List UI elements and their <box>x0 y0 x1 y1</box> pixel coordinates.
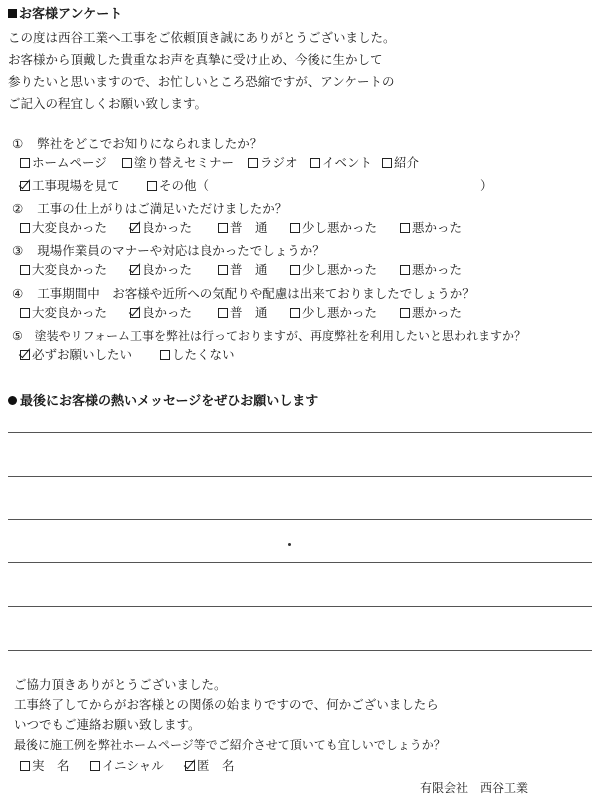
intro-line-3: 参りたいと思いますので、お忙しいところ恐縮ですが、アンケートの <box>8 74 395 89</box>
option-other[interactable] <box>147 180 209 193</box>
checkbox[interactable] <box>218 223 228 233</box>
option-label: 悪かった <box>412 220 463 235</box>
option-label: 少し悪かった <box>302 262 378 277</box>
option-label: 大変良かった <box>32 305 108 320</box>
question-2-text: 工事の仕上がりはご満足いただけましたか？ <box>37 201 288 216</box>
option-good[interactable] <box>130 307 192 320</box>
option-slightly-bad[interactable] <box>290 307 377 320</box>
checkbox[interactable] <box>20 223 30 233</box>
writing-line <box>8 432 592 433</box>
option-label: 悪かった <box>412 305 463 320</box>
checkbox-checked[interactable] <box>185 761 195 771</box>
option-homepage[interactable] <box>20 157 107 170</box>
option-label: 匿 名 <box>197 758 235 773</box>
intro-line-1: この度は西谷工業へ工事をご依頼頂き誠にありがとうございました。 <box>8 30 396 45</box>
question-1-options-row-1 <box>0 157 602 177</box>
option-good[interactable] <box>130 222 192 235</box>
option-definitely[interactable] <box>20 349 132 362</box>
question-4-number: ④ <box>12 286 24 301</box>
checkbox[interactable] <box>90 761 100 771</box>
option-label: その他（ <box>159 178 210 193</box>
question-1-text: 弊社をどこでお知りになられましたか？ <box>37 136 263 151</box>
survey-title <box>8 8 122 21</box>
option-label: イニシャル <box>102 758 164 773</box>
option-label: ラジオ <box>260 155 298 170</box>
option-referral[interactable] <box>382 157 419 170</box>
intro-line-4: ご記入の程宜しくお願い致します。 <box>8 96 208 111</box>
checkbox[interactable] <box>400 223 410 233</box>
checkbox[interactable] <box>20 761 30 771</box>
option-radio[interactable] <box>248 157 298 170</box>
checkbox[interactable] <box>160 350 170 360</box>
option-label: 少し悪かった <box>302 220 378 235</box>
checkbox[interactable] <box>20 158 30 168</box>
option-label: 工事現場を見て <box>32 178 120 193</box>
option-label: 良かった <box>142 220 193 235</box>
closing-line-1: ご協力頂きありがとうございました。 <box>14 677 227 692</box>
question-3-options <box>0 264 602 284</box>
checkbox-checked[interactable] <box>130 223 140 233</box>
question-2 <box>12 203 287 216</box>
writing-line <box>8 606 592 607</box>
option-slightly-bad[interactable] <box>290 222 377 235</box>
question-3-text: 現場作業員のマナーや対応は良かったでしょうか？ <box>37 243 325 258</box>
checkbox-checked[interactable] <box>20 350 30 360</box>
checkbox[interactable] <box>20 265 30 275</box>
option-bad[interactable] <box>400 264 462 277</box>
writing-line <box>8 519 592 520</box>
checkbox[interactable] <box>122 158 132 168</box>
option-other-close: ） <box>480 178 493 193</box>
question-5 <box>12 330 526 342</box>
option-label: 良かった <box>142 305 193 320</box>
option-anonymous[interactable] <box>185 760 235 773</box>
message-heading <box>8 395 318 408</box>
writing-line <box>8 476 592 477</box>
question-2-options <box>0 222 602 242</box>
option-label: 紹介 <box>394 155 420 170</box>
checkbox-checked[interactable] <box>20 181 30 191</box>
ink-dot <box>288 543 291 546</box>
option-label: ホームページ <box>32 155 107 170</box>
company-name: 有限会社 西谷工業 <box>420 781 529 795</box>
survey-title-text: お客様アンケート <box>19 7 123 22</box>
question-3-number: ③ <box>12 243 24 258</box>
option-label: 実 名 <box>32 758 70 773</box>
option-label: したくない <box>172 347 235 362</box>
option-bad[interactable] <box>400 307 462 320</box>
option-slightly-bad[interactable] <box>290 264 377 277</box>
option-seminar[interactable] <box>122 157 234 170</box>
question-4-options <box>0 307 602 327</box>
checkbox[interactable] <box>400 265 410 275</box>
question-1 <box>12 138 262 151</box>
option-initials[interactable] <box>90 760 164 773</box>
option-label: 塗り替えセミナー <box>134 155 235 170</box>
option-label: 普 通 <box>230 262 268 277</box>
option-average[interactable] <box>218 222 268 235</box>
checkbox[interactable] <box>248 158 258 168</box>
option-event[interactable] <box>310 157 372 170</box>
closing-line-4: 最後に施工例を弊社ホームページ等でご紹介させて頂いても宜しいでしょうか？ <box>14 738 446 752</box>
checkbox[interactable] <box>20 308 30 318</box>
checkbox-checked[interactable] <box>130 308 140 318</box>
option-average[interactable] <box>218 307 268 320</box>
option-bad[interactable] <box>400 222 462 235</box>
question-3 <box>12 245 325 258</box>
question-4-text: 工事期間中 お客様や近所への気配りや配慮は出来ておりましたでしょうか？ <box>37 286 475 301</box>
option-label: イベント <box>322 155 373 170</box>
option-no[interactable] <box>160 349 235 362</box>
closing-line-3: いつでもご連絡お願い致します。 <box>14 717 201 732</box>
checkbox[interactable] <box>218 265 228 275</box>
option-label: 普 通 <box>230 305 268 320</box>
option-real-name[interactable] <box>20 760 70 773</box>
circle-bullet-icon <box>8 396 17 405</box>
option-label: 大変良かった <box>32 262 108 277</box>
option-very-good[interactable] <box>20 307 107 320</box>
writing-line <box>8 562 592 563</box>
checkbox[interactable] <box>290 308 300 318</box>
intro-line-2: お客様から頂戴した貴重なお声を真摯に受け止め、今後に生かして <box>8 52 383 67</box>
question-2-number: ② <box>12 201 24 216</box>
writing-line <box>8 650 592 651</box>
option-label: 良かった <box>142 262 193 277</box>
option-label: 大変良かった <box>32 220 108 235</box>
option-label: 少し悪かった <box>302 305 378 320</box>
checkbox[interactable] <box>310 158 320 168</box>
checkbox[interactable] <box>218 308 228 318</box>
question-5-text: 塗装やリフォーム工事を弊社は行っておりますが、再度弊社を利用したいと思われますか？ <box>34 329 526 343</box>
checkbox[interactable] <box>290 223 300 233</box>
option-label: 悪かった <box>412 262 463 277</box>
option-good[interactable] <box>130 264 192 277</box>
option-very-good[interactable] <box>20 222 107 235</box>
question-5-options <box>0 349 602 369</box>
question-1-number: ① <box>12 136 24 151</box>
option-average[interactable] <box>218 264 268 277</box>
checkbox[interactable] <box>382 158 392 168</box>
option-label: 必ずお願いしたい <box>32 347 133 362</box>
option-label: 普 通 <box>230 220 268 235</box>
checkbox[interactable] <box>147 181 157 191</box>
question-4 <box>12 288 475 301</box>
closing-line-2: 工事終了してからがお客様との関係の始まりですので、何かございましたら <box>14 697 439 712</box>
square-bullet-icon <box>8 9 17 18</box>
option-construction-site[interactable] <box>20 180 120 193</box>
question-5-number: ⑤ <box>12 329 23 343</box>
checkbox-checked[interactable] <box>130 265 140 275</box>
checkbox[interactable] <box>290 265 300 275</box>
checkbox[interactable] <box>400 308 410 318</box>
message-heading-text: 最後にお客様の熱いメッセージをぜひお願いします <box>20 394 319 409</box>
name-display-options <box>0 760 602 780</box>
question-1-options-row-2 <box>0 180 602 200</box>
option-very-good[interactable] <box>20 264 107 277</box>
